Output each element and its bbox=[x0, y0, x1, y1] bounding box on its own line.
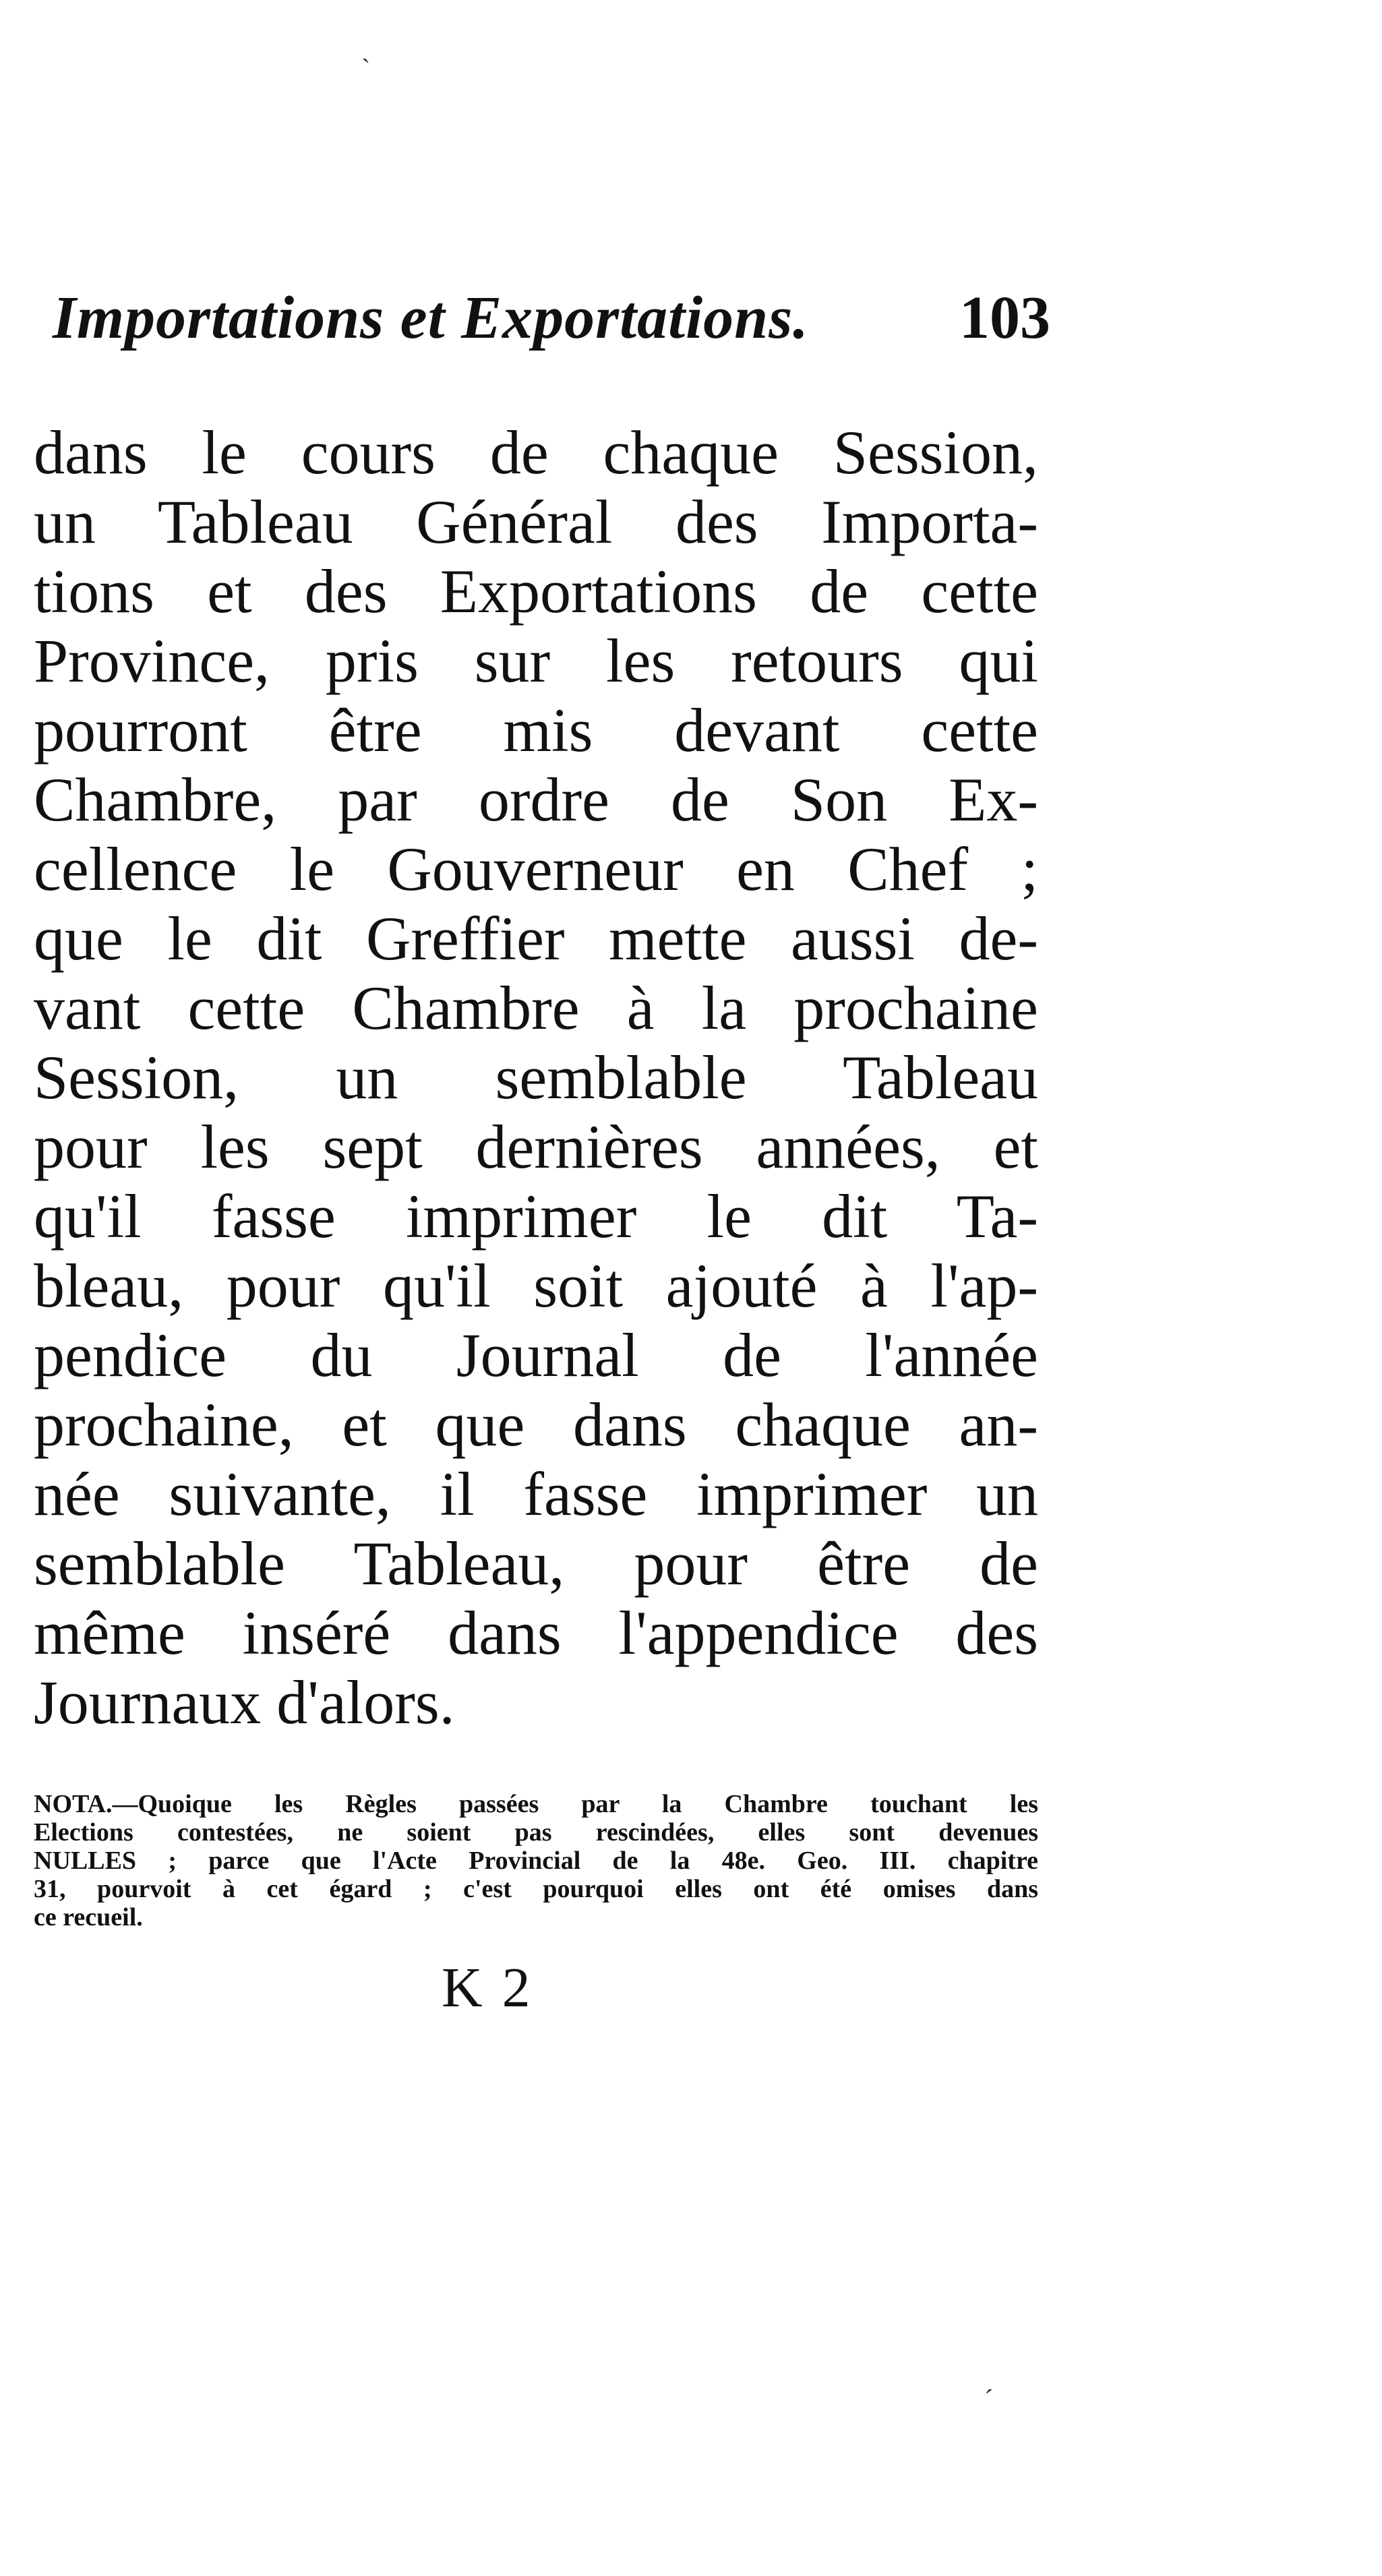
body-line: vant cette Chambre à la prochaine bbox=[34, 974, 1038, 1042]
footnote bbox=[34, 1790, 1038, 1931]
body-line: pour les sept dernières années, et bbox=[34, 1112, 1038, 1181]
page-number: 103 bbox=[959, 284, 1050, 351]
body-line: pourront être mis devant cette bbox=[34, 696, 1038, 765]
signature-mark: K 2 bbox=[442, 1956, 533, 2019]
running-head bbox=[53, 283, 1050, 364]
body-line: cellence le Gouverneur en Chef ; bbox=[34, 835, 1038, 903]
body-line: même inséré dans l'appendice des bbox=[34, 1598, 1038, 1667]
footnote-line: NULLES ; parce que l'Acte Provincial de la 48e. Geo. III. chapitre bbox=[34, 1847, 1038, 1875]
body-line: bleau, pour qu'il soit ajouté à l'ap- bbox=[34, 1251, 1038, 1320]
body-line: prochaine, et que dans chaque an- bbox=[34, 1390, 1038, 1459]
running-title: Importations et Exportations. bbox=[53, 284, 809, 351]
footnote-line: 31, pourvoit à cet égard ; c'est pourquoi elles ont été omises dans bbox=[34, 1875, 1038, 1903]
body-line: semblable Tableau, pour être de bbox=[34, 1529, 1038, 1598]
body-line: que le dit Greffier mette aussi de- bbox=[34, 904, 1038, 973]
body-line: Journaux d'alors. bbox=[34, 1668, 455, 1737]
ink-speck-top: ˋ bbox=[361, 53, 371, 84]
body-line: tions et des Exportations de cette bbox=[34, 557, 1038, 626]
body-line: dans le cours de chaque Session, bbox=[34, 418, 1038, 487]
footnote-line: ce recueil. bbox=[34, 1903, 143, 1931]
body-line: un Tableau Général des Importa- bbox=[34, 487, 1038, 556]
body-line: Chambre, par ordre de Son Ex- bbox=[34, 765, 1038, 834]
body-text bbox=[34, 418, 1038, 1737]
body-line: qu'il fasse imprimer le dit Ta- bbox=[34, 1182, 1038, 1251]
ink-speck-bottom: ˊ bbox=[984, 2384, 994, 2414]
body-line: Province, pris sur les retours qui bbox=[34, 626, 1038, 695]
footnote-line: NOTA.—Quoique les Règles passées par la Chambre touchant les bbox=[34, 1790, 1038, 1818]
body-line: pendice du Journal de l'année bbox=[34, 1321, 1038, 1389]
body-line: Session, un semblable Tableau bbox=[34, 1043, 1038, 1112]
body-line: née suivante, il fasse imprimer un bbox=[34, 1460, 1038, 1528]
footnote-line: Elections contestées, ne soient pas rescindées, elles sont devenues bbox=[34, 1818, 1038, 1847]
